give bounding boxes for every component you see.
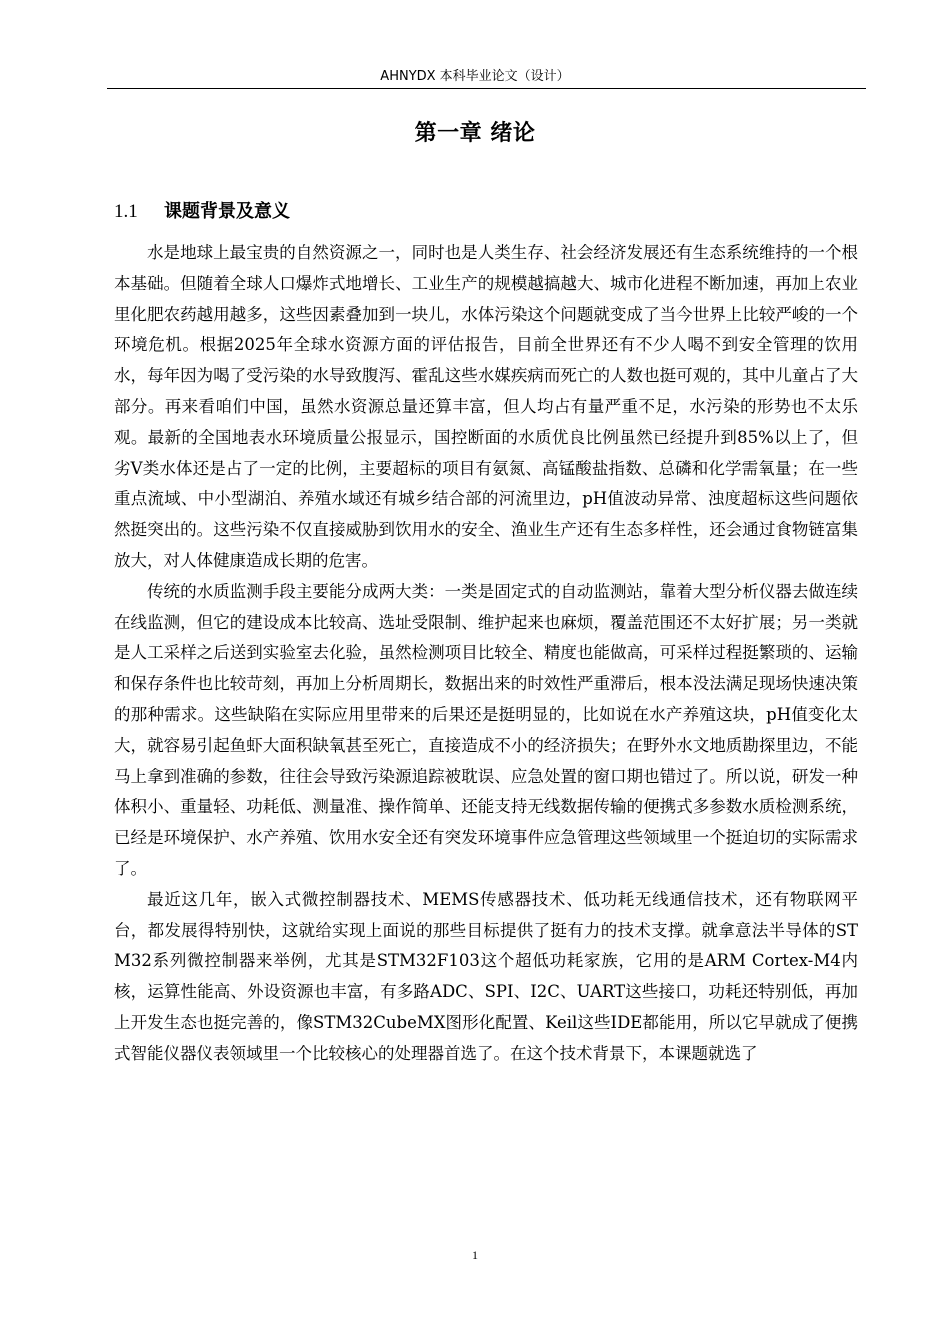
section-heading <box>114 199 290 225</box>
body-text <box>114 238 858 1070</box>
paragraph: 水是地球上最宝贵的自然资源之一，同时也是人类生存、社会经济发展还有生态系统维持的一个根本基础。但随着全球人口爆炸式地增长、工业生产的规模越搞越大、城市化进程不断加速，再加上农业里化肥农药越用越多，这些因素叠加到一块儿，水体污染这个问题就变成了当今世界上比较严峻的一个环境危机。根据2025年全球水资源方面的评估报告，目前全世界还有不少人喝不到安全管理的饮用水，每年因为喝了受污染的水导致腹泻、霍乱这些水媒疾病而死亡的人数也挺可观的，其中儿童占了大部分。再来看咱们中国，虽然水资源总量还算丰富，但人均占有量严重不足，水污染的形势也不太乐观。最新的全国地表水环境质量公报显示，国控断面的水质优良比例虽然已经提升到85%以上了，但劣V类水体还是占了一定的比例，主要超标的项目有氨氮、高锰酸盐指数、总磷和化学需氧量；在一些重点流域、中小型湖泊、养殖水域还有城乡结合部的河流里边，pH值波动异常、浊度超标这些问题依然挺突出的。这些污染不仅直接威胁到饮用水的安全、渔业生产还有生态多样性，还会通过食物链富集放大，对人体健康造成长期的危害。 <box>114 243 858 570</box>
page-number: 1 <box>472 1248 478 1262</box>
paragraph: 最近这几年，嵌入式微控制器技术、MEMS传感器技术、低功耗无线通信技术，还有物联网平台，都发展得特别快，这就给实现上面说的那些目标提供了挺有力的技术支撑。就拿意法半导体的STM32系列微控制器来举例，尤其是STM32F103这个超低功耗家族，它用的是ARM Cortex-M4内核，运算性能高、外设资源也丰富，有多路ADC、SPI、I2C、UART这些接口，功耗还特别低，再加上开发生态也挺完善的，像STM32CubeMX图形化配置、Keil这些IDE都能用，所以它早就成了便携式智能仪器仪表领域里一个比较核心的处理器首选了。在这个技术背景下，本课题就选了 <box>114 889 858 1063</box>
section-title: 课题背景及意义 <box>164 201 290 222</box>
chapter-title: 第一章 绪论 <box>414 121 536 146</box>
running-header: AHNYDX 本科毕业论文（设计） <box>380 69 570 84</box>
section-number: 1.1 <box>114 201 138 222</box>
header-divider <box>107 88 866 89</box>
paragraph: 传统的水质监测手段主要能分成两大类：一类是固定式的自动监测站，靠着大型分析仪器去做连续在线监测，但它的建设成本比较高、选址受限制、维护起来也麻烦，覆盖范围还不太好扩展；另一类就是人工采样之后送到实验室去化验，虽然检测项目比较全、精度也能做高，可采样过程挺繁琐的、运输和保存条件也比较苛刻，再加上分析周期长，数据出来的时效性严重滞后，根本没法满足现场快速决策的那种需求。这些缺陷在实际应用里带来的后果还是挺明显的，比如说在水产养殖这块，pH值变化太大，就容易引起鱼虾大面积缺氧甚至死亡，直接造成不小的经济损失；在野外水文地质勘探里边，不能马上拿到准确的参数，往往会导致污染源追踪被耽误、应急处置的窗口期也错过了。所以说，研发一种体积小、重量轻、功耗低、测量准、操作简单、还能支持无线数据传输的便携式多参数水质检测系统，已经是环境保护、水产养殖、饮用水安全还有突发环境事件应急管理这些领域里一个挺迫切的实际需求了。 <box>114 581 858 878</box>
